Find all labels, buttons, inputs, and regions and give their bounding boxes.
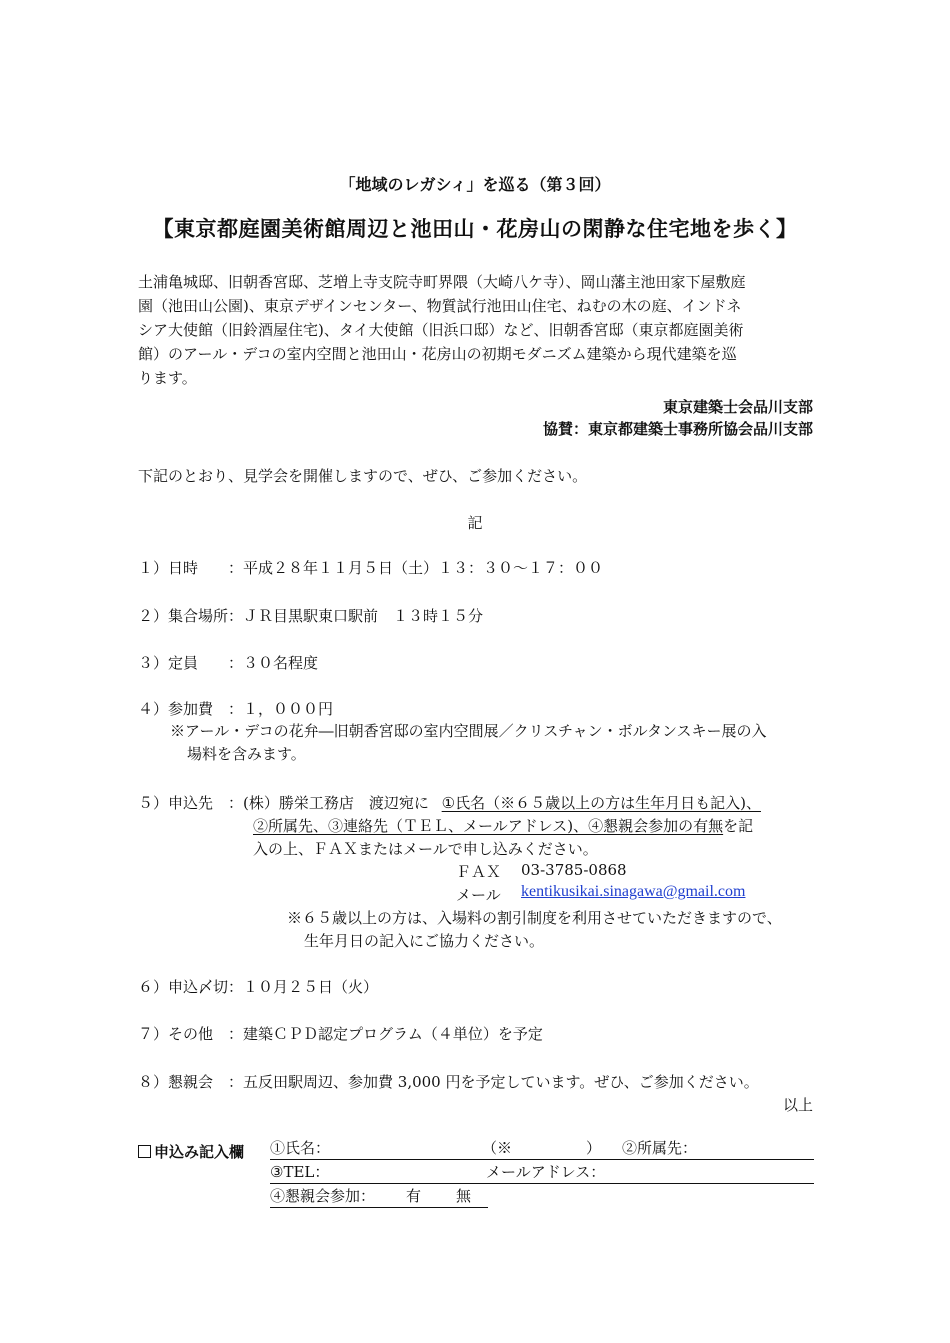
intro-line: 園（池田山公園)、東京デザインセンター、物質試行池田山住宅、ねむの木の庭、インドネ [138,297,742,315]
page-title: 【東京都庭園美術館周辺と池田山・花房山の閑静な住宅地を歩く】 [152,217,798,241]
fee-note-line: ※アール・デコの花弁―旧朝香宮邸の室内空間展／クリスチャン・ボルタンスキー展の入 [170,722,767,740]
item-capacity [138,652,318,673]
intro-line: ります。 [138,369,197,387]
item-deadline [138,976,378,997]
form-note-close: ） [586,1139,602,1157]
mail-label: メール [456,886,501,904]
item-place-value: ＪＲ目黒駅東口駅前 １３時１５分 [243,607,484,625]
item-apply-to: (株）勝栄工務店 渡辺宛に [243,794,429,812]
apply-requirement: ①氏名（※６５歳以上の方は生年月日も記入)、 [441,794,761,812]
item-fee-value: １，０００円 [243,700,334,718]
item-deadline-value: １０月２５日（火） [243,978,379,996]
mail-link[interactable]: kentikusikai.sinagawa@gmail.com [521,883,746,900]
item-party-label: ８）懇親会 ： [138,1073,244,1091]
apply-requirement: ②所属先、③連絡先（ＴＥＬ、メールアドレス)、④懇親会参加の有無 [253,817,724,835]
item-capacity-label: ３）定員 ： [138,654,244,672]
apply-requirement-tail: を記 [723,817,754,835]
form-party-label: ④懇親会参加： [270,1187,376,1205]
form-party-yes[interactable]: 有 [406,1187,422,1205]
item-party [138,1071,759,1092]
item-date-label: １）日時 ： [138,559,244,577]
invitation-text: 下記のとおり、見学会を開催しますので、ぜひ、ご参加ください。 [138,467,588,485]
item-fee-label: ４）参加費 ： [138,700,244,718]
item-place-label: ２）集合場所： [138,607,244,625]
item-place [138,605,483,626]
form-row-name[interactable] [270,1137,814,1160]
apply-instruction: 入の上、ＦＡＸまたはメールで申し込みください。 [253,840,598,858]
checkbox-icon [138,1145,151,1158]
senior-note-line: 生年月日の記入にご協力ください。 [304,932,545,950]
intro-line: シア大使館（旧鈴酒屋住宅)、タイ大使館（旧浜口邸）など、旧朝香宮邸（東京都庭園美術 [138,321,744,339]
form-name-label: ①氏名： [270,1139,331,1157]
form-heading [138,1141,244,1162]
senior-note-line: ※６５歳以上の方は、入場料の割引制度を利用させていただきますので、 [287,909,782,927]
item-apply-label: ５）申込先 ： [138,794,244,812]
ki-heading: 記 [467,514,483,532]
form-affiliation-label: ②所属先： [622,1139,698,1157]
organizer: 東京建築士会品川支部 [662,398,813,416]
form-row-party[interactable] [270,1185,488,1208]
subtitle: 「地域のレガシィ」を巡る（第３回） [339,175,611,194]
item-fee [138,698,333,719]
intro-line: 館）のアール・デコの室内空間と池田山・花房山の初期モダニズム建築から現代建築を巡 [138,345,737,363]
item-other [138,1023,543,1044]
item-other-value: 建築ＣＰＤ認定プログラム（４単位）を予定 [243,1025,543,1043]
sponsor: 協賛：東京都建築士事務所協会品川支部 [542,420,813,438]
item-other-label: ７）その他 ： [138,1025,244,1043]
item-capacity-value: ３０名程度 [243,654,319,672]
form-tel-label: ③TEL： [270,1163,330,1181]
closing-ijo: 以上 [782,1096,813,1114]
item-deadline-label: ６）申込〆切： [138,978,244,996]
item-date-value: 平成２８年１１月５日（土）１３：３０～１７：００ [243,559,604,577]
fax-label: ＦＡＸ [456,863,502,881]
form-heading-label: 申込み記入欄 [154,1143,245,1161]
form-note-open: （※ [482,1139,513,1157]
fax-number: 03-3785-0868 [521,861,627,879]
intro-line: 土浦亀城邸、旧朝香宮邸、芝増上寺支院寺町界隈（大崎八ケ寺）、岡山藩主池田家下屋敷庭 [138,273,746,291]
form-row-contact[interactable] [270,1161,814,1184]
item-apply [138,792,761,813]
fee-note-line: 場料を含みます。 [187,745,306,763]
item-party-value: 五反田駅周辺、参加費 3,000 円を予定しています。ぜひ、ご参加ください。 [243,1073,759,1091]
form-party-no[interactable]: 無 [456,1187,472,1205]
item-date [138,557,603,578]
form-email-label: メールアドレス： [486,1163,606,1181]
apply-requirement-line [253,815,753,836]
